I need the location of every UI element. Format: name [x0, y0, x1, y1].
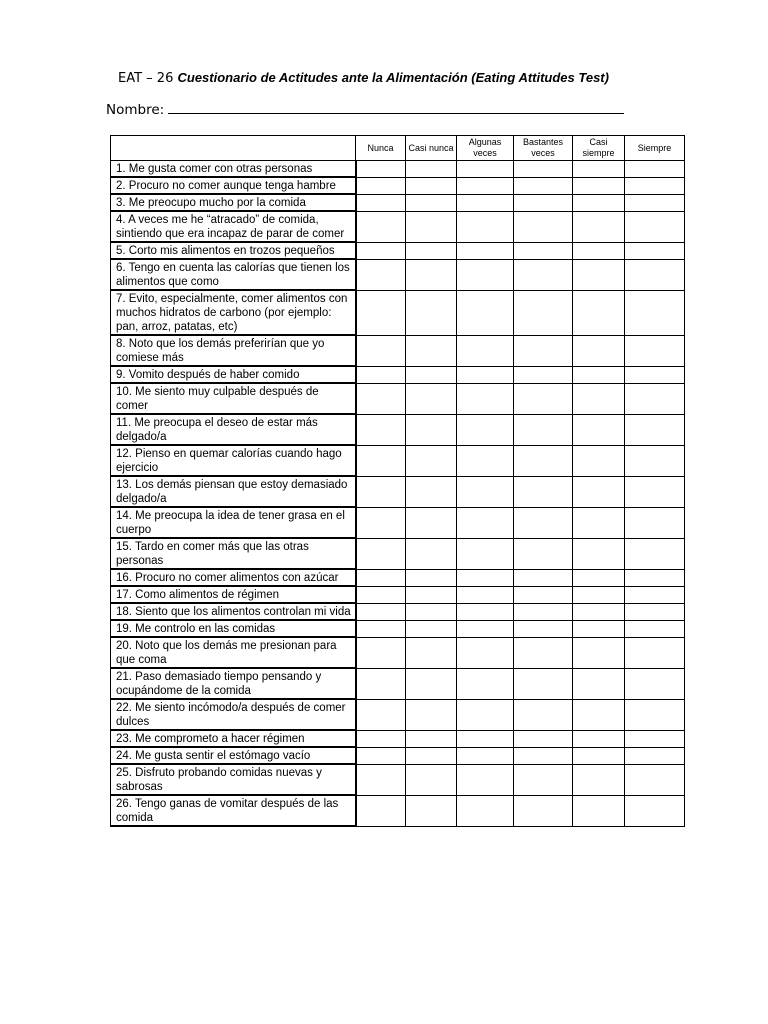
header-row	[111, 136, 685, 161]
table-row	[111, 586, 685, 603]
answer-cell[interactable]	[625, 637, 685, 668]
table-row	[111, 335, 685, 366]
table-row	[111, 194, 685, 211]
answer-cell[interactable]	[406, 290, 457, 335]
table-row	[111, 161, 685, 178]
answer-cell[interactable]	[457, 668, 514, 699]
answer-cell[interactable]	[406, 637, 457, 668]
answer-cell[interactable]	[457, 242, 514, 259]
answer-cell[interactable]	[625, 259, 685, 290]
answer-cell[interactable]	[406, 730, 457, 747]
question-text: 6. Tengo en cuenta las calorías que tienen los alimentos que como	[111, 259, 356, 290]
answer-cell[interactable]	[514, 668, 573, 699]
answer-cell[interactable]	[356, 383, 406, 414]
answer-cell[interactable]	[457, 603, 514, 620]
answer-cell[interactable]	[406, 445, 457, 476]
table-row	[111, 603, 685, 620]
name-label: Nombre:	[106, 102, 165, 118]
answer-cell[interactable]	[625, 366, 685, 383]
answer-cell[interactable]	[573, 383, 625, 414]
question-text: 24. Me gusta sentir el estómago vacío	[111, 747, 356, 764]
answer-cell[interactable]	[625, 177, 685, 194]
answer-cell[interactable]	[406, 366, 457, 383]
question-text: 14. Me preocupa la idea de tener grasa en el cuerpo	[111, 507, 356, 538]
answer-cell[interactable]	[625, 211, 685, 242]
answer-cell[interactable]	[356, 290, 406, 335]
table-row	[111, 569, 685, 586]
table-row	[111, 259, 685, 290]
answer-cell[interactable]	[356, 538, 406, 569]
answer-cell[interactable]	[573, 507, 625, 538]
answer-cell[interactable]	[356, 747, 406, 764]
answer-cell[interactable]	[625, 414, 685, 445]
answer-cell[interactable]	[625, 569, 685, 586]
column-header-nunca: Nunca	[356, 136, 406, 161]
answer-cell[interactable]	[573, 242, 625, 259]
answer-cell[interactable]	[457, 476, 514, 507]
answer-cell[interactable]	[406, 620, 457, 637]
answer-cell[interactable]	[573, 476, 625, 507]
question-text: 16. Procuro no comer alimentos con azúcar	[111, 569, 356, 586]
answer-cell[interactable]	[406, 795, 457, 826]
answer-cell[interactable]	[514, 290, 573, 335]
answer-cell[interactable]	[573, 259, 625, 290]
answer-cell[interactable]	[457, 290, 514, 335]
answer-cell[interactable]	[625, 699, 685, 730]
answer-cell[interactable]	[406, 194, 457, 211]
answer-cell[interactable]	[514, 194, 573, 211]
name-field[interactable]	[106, 101, 624, 118]
answer-cell[interactable]	[406, 764, 457, 795]
answer-cell[interactable]	[573, 637, 625, 668]
answer-cell[interactable]	[625, 445, 685, 476]
answer-cell[interactable]	[356, 795, 406, 826]
answer-cell[interactable]	[625, 747, 685, 764]
answer-cell[interactable]	[457, 383, 514, 414]
answer-cell[interactable]	[457, 730, 514, 747]
answer-cell[interactable]	[406, 259, 457, 290]
answer-cell[interactable]	[625, 730, 685, 747]
column-header-casi-nunca: Casi nunca	[406, 136, 457, 161]
answer-cell[interactable]	[573, 161, 625, 178]
answer-cell[interactable]	[356, 366, 406, 383]
column-header-algunas-veces: Algunas veces	[457, 136, 514, 161]
question-text: 15. Tardo en comer más que las otras personas	[111, 538, 356, 569]
question-text: 19. Me controlo en las comidas	[111, 620, 356, 637]
answer-cell[interactable]	[457, 211, 514, 242]
answer-cell[interactable]	[514, 211, 573, 242]
answer-cell[interactable]	[457, 414, 514, 445]
answer-cell[interactable]	[406, 507, 457, 538]
answer-cell[interactable]	[625, 764, 685, 795]
name-underline[interactable]	[168, 101, 624, 114]
answer-cell[interactable]	[573, 366, 625, 383]
answer-cell[interactable]	[356, 211, 406, 242]
answer-cell[interactable]	[356, 507, 406, 538]
answer-cell[interactable]	[457, 620, 514, 637]
answer-cell[interactable]	[625, 668, 685, 699]
table-row	[111, 177, 685, 194]
question-text: 8. Noto que los demás preferirían que yo comiese más	[111, 335, 356, 366]
question-text: 1. Me gusta comer con otras personas	[111, 161, 356, 178]
table-row	[111, 764, 685, 795]
answer-cell[interactable]	[573, 538, 625, 569]
questionnaire-table	[110, 135, 685, 827]
table-row	[111, 211, 685, 242]
answer-cell[interactable]	[406, 177, 457, 194]
answer-cell[interactable]	[625, 161, 685, 178]
answer-cell[interactable]	[406, 538, 457, 569]
answer-cell[interactable]	[457, 538, 514, 569]
question-text: 10. Me siento muy culpable después de comer	[111, 383, 356, 414]
answer-cell[interactable]	[356, 569, 406, 586]
table-row	[111, 637, 685, 668]
answer-cell[interactable]	[573, 730, 625, 747]
table-row	[111, 366, 685, 383]
question-text: 3. Me preocupo mucho por la comida	[111, 194, 356, 211]
table-row	[111, 476, 685, 507]
answer-cell[interactable]	[356, 730, 406, 747]
column-header-bastantes-veces: Bastantes veces	[514, 136, 573, 161]
answer-cell[interactable]	[457, 177, 514, 194]
table-row	[111, 538, 685, 569]
answer-cell[interactable]	[356, 161, 406, 178]
answer-cell[interactable]	[573, 211, 625, 242]
answer-cell[interactable]	[457, 637, 514, 668]
answer-cell[interactable]	[356, 242, 406, 259]
answer-cell[interactable]	[406, 383, 457, 414]
table-row	[111, 699, 685, 730]
table-row	[111, 507, 685, 538]
question-text: 12. Pienso en quemar calorías cuando hago ejercicio	[111, 445, 356, 476]
answer-cell[interactable]	[573, 586, 625, 603]
answer-cell[interactable]	[356, 668, 406, 699]
answer-cell[interactable]	[356, 194, 406, 211]
answer-cell[interactable]	[573, 414, 625, 445]
answer-cell[interactable]	[406, 161, 457, 178]
answer-cell[interactable]	[406, 586, 457, 603]
answer-cell[interactable]	[457, 586, 514, 603]
answer-cell[interactable]	[573, 445, 625, 476]
answer-cell[interactable]	[406, 414, 457, 445]
answer-cell[interactable]	[573, 699, 625, 730]
table-row	[111, 445, 685, 476]
table-row	[111, 242, 685, 259]
answer-cell[interactable]	[406, 335, 457, 366]
answer-cell[interactable]	[514, 730, 573, 747]
question-text: 13. Los demás piensan que estoy demasiado delgado/a	[111, 476, 356, 507]
table-row	[111, 290, 685, 335]
answer-cell[interactable]	[457, 569, 514, 586]
question-text: 25. Disfruto probando comidas nuevas y sabrosas	[111, 764, 356, 795]
answer-cell[interactable]	[514, 507, 573, 538]
answer-cell[interactable]	[356, 764, 406, 795]
answer-cell[interactable]	[573, 668, 625, 699]
question-text: 21. Paso demasiado tiempo pensando y ocupándome de la comida	[111, 668, 356, 699]
table-row	[111, 383, 685, 414]
answer-cell[interactable]	[514, 383, 573, 414]
answer-cell[interactable]	[514, 637, 573, 668]
column-header-casi-siempre: Casi siempre	[573, 136, 625, 161]
answer-cell[interactable]	[625, 242, 685, 259]
answer-cell[interactable]	[514, 538, 573, 569]
answer-cell[interactable]	[457, 445, 514, 476]
question-text: 17. Como alimentos de régimen	[111, 586, 356, 603]
answer-cell[interactable]	[514, 747, 573, 764]
answer-cell[interactable]	[625, 586, 685, 603]
question-text: 26. Tengo ganas de vomitar después de las comida	[111, 795, 356, 826]
answer-cell[interactable]	[356, 335, 406, 366]
answer-cell[interactable]	[573, 335, 625, 366]
header-blank-cell	[111, 136, 356, 161]
answer-cell[interactable]	[514, 414, 573, 445]
answer-cell[interactable]	[514, 603, 573, 620]
answer-cell[interactable]	[573, 764, 625, 795]
answer-cell[interactable]	[457, 194, 514, 211]
answer-cell[interactable]	[406, 747, 457, 764]
answer-cell[interactable]	[514, 259, 573, 290]
question-text: 7. Evito, especialmente, comer alimentos con muchos hidratos de carbono (por ejemplo: pan, arroz, patatas, etc)	[111, 290, 356, 335]
answer-cell[interactable]	[514, 177, 573, 194]
answer-cell[interactable]	[573, 290, 625, 335]
answer-cell[interactable]	[406, 603, 457, 620]
answer-cell[interactable]	[514, 764, 573, 795]
answer-cell[interactable]	[406, 476, 457, 507]
question-text: 5. Corto mis alimentos en trozos pequeños	[111, 242, 356, 259]
answer-cell[interactable]	[406, 242, 457, 259]
answer-cell[interactable]	[625, 194, 685, 211]
answer-cell[interactable]	[406, 569, 457, 586]
answer-cell[interactable]	[514, 586, 573, 603]
table-row	[111, 414, 685, 445]
answer-cell[interactable]	[356, 177, 406, 194]
answer-cell[interactable]	[457, 764, 514, 795]
table-row	[111, 795, 685, 826]
answer-cell[interactable]	[514, 476, 573, 507]
answer-cell[interactable]	[356, 414, 406, 445]
answer-cell[interactable]	[514, 620, 573, 637]
question-text: 23. Me comprometo a hacer régimen	[111, 730, 356, 747]
answer-cell[interactable]	[356, 445, 406, 476]
title-code: EAT – 26	[118, 71, 174, 86]
answer-cell[interactable]	[625, 603, 685, 620]
table-row	[111, 668, 685, 699]
answer-cell[interactable]	[356, 699, 406, 730]
answer-cell[interactable]	[625, 383, 685, 414]
answer-cell[interactable]	[625, 507, 685, 538]
answer-cell[interactable]	[406, 211, 457, 242]
table-row	[111, 730, 685, 747]
answer-cell[interactable]	[356, 586, 406, 603]
answer-cell[interactable]	[625, 476, 685, 507]
question-text: 2. Procuro no comer aunque tenga hambre	[111, 177, 356, 194]
answer-cell[interactable]	[625, 290, 685, 335]
answer-cell[interactable]	[457, 747, 514, 764]
answer-cell[interactable]	[356, 637, 406, 668]
answer-cell[interactable]	[625, 538, 685, 569]
answer-cell[interactable]	[514, 366, 573, 383]
answer-cell[interactable]	[457, 161, 514, 178]
table-row	[111, 620, 685, 637]
answer-cell[interactable]	[457, 699, 514, 730]
answer-cell[interactable]	[573, 177, 625, 194]
answer-cell[interactable]	[356, 259, 406, 290]
question-text: 4. A veces me he “atracado” de comida, sintiendo que era incapaz de parar de comer	[111, 211, 356, 242]
answer-cell[interactable]	[457, 795, 514, 826]
answer-cell[interactable]	[514, 699, 573, 730]
document-title	[118, 70, 718, 86]
question-text: 18. Siento que los alimentos controlan mi vida	[111, 603, 356, 620]
answer-cell[interactable]	[573, 747, 625, 764]
answer-cell[interactable]	[356, 620, 406, 637]
answer-cell[interactable]	[457, 335, 514, 366]
answer-cell[interactable]	[514, 795, 573, 826]
answer-cell[interactable]	[573, 569, 625, 586]
answer-cell[interactable]	[514, 242, 573, 259]
answer-cell[interactable]	[573, 194, 625, 211]
answer-cell[interactable]	[406, 668, 457, 699]
answer-cell[interactable]	[625, 335, 685, 366]
answer-cell[interactable]	[356, 476, 406, 507]
answer-cell[interactable]	[406, 699, 457, 730]
column-header-siempre: Siempre	[625, 136, 685, 161]
answer-cell[interactable]	[514, 335, 573, 366]
answer-cell[interactable]	[356, 603, 406, 620]
question-text: 11. Me preocupa el deseo de estar más delgado/a	[111, 414, 356, 445]
question-text: 22. Me siento incómodo/a después de comer dulces	[111, 699, 356, 730]
answer-cell[interactable]	[457, 366, 514, 383]
question-text: 20. Noto que los demás me presionan para que coma	[111, 637, 356, 668]
answer-cell[interactable]	[625, 620, 685, 637]
answer-cell[interactable]	[573, 603, 625, 620]
answer-cell[interactable]	[514, 161, 573, 178]
table-row	[111, 747, 685, 764]
answer-cell[interactable]	[514, 569, 573, 586]
answer-cell[interactable]	[573, 795, 625, 826]
title-subtitle: Cuestionario de Actitudes ante la Alimentación (Eating Attitudes Test)	[177, 70, 609, 85]
answer-cell[interactable]	[457, 507, 514, 538]
answer-cell[interactable]	[573, 620, 625, 637]
answer-cell[interactable]	[625, 795, 685, 826]
question-text: 9. Vomito después de haber comido	[111, 366, 356, 383]
answer-cell[interactable]	[457, 259, 514, 290]
answer-cell[interactable]	[514, 445, 573, 476]
